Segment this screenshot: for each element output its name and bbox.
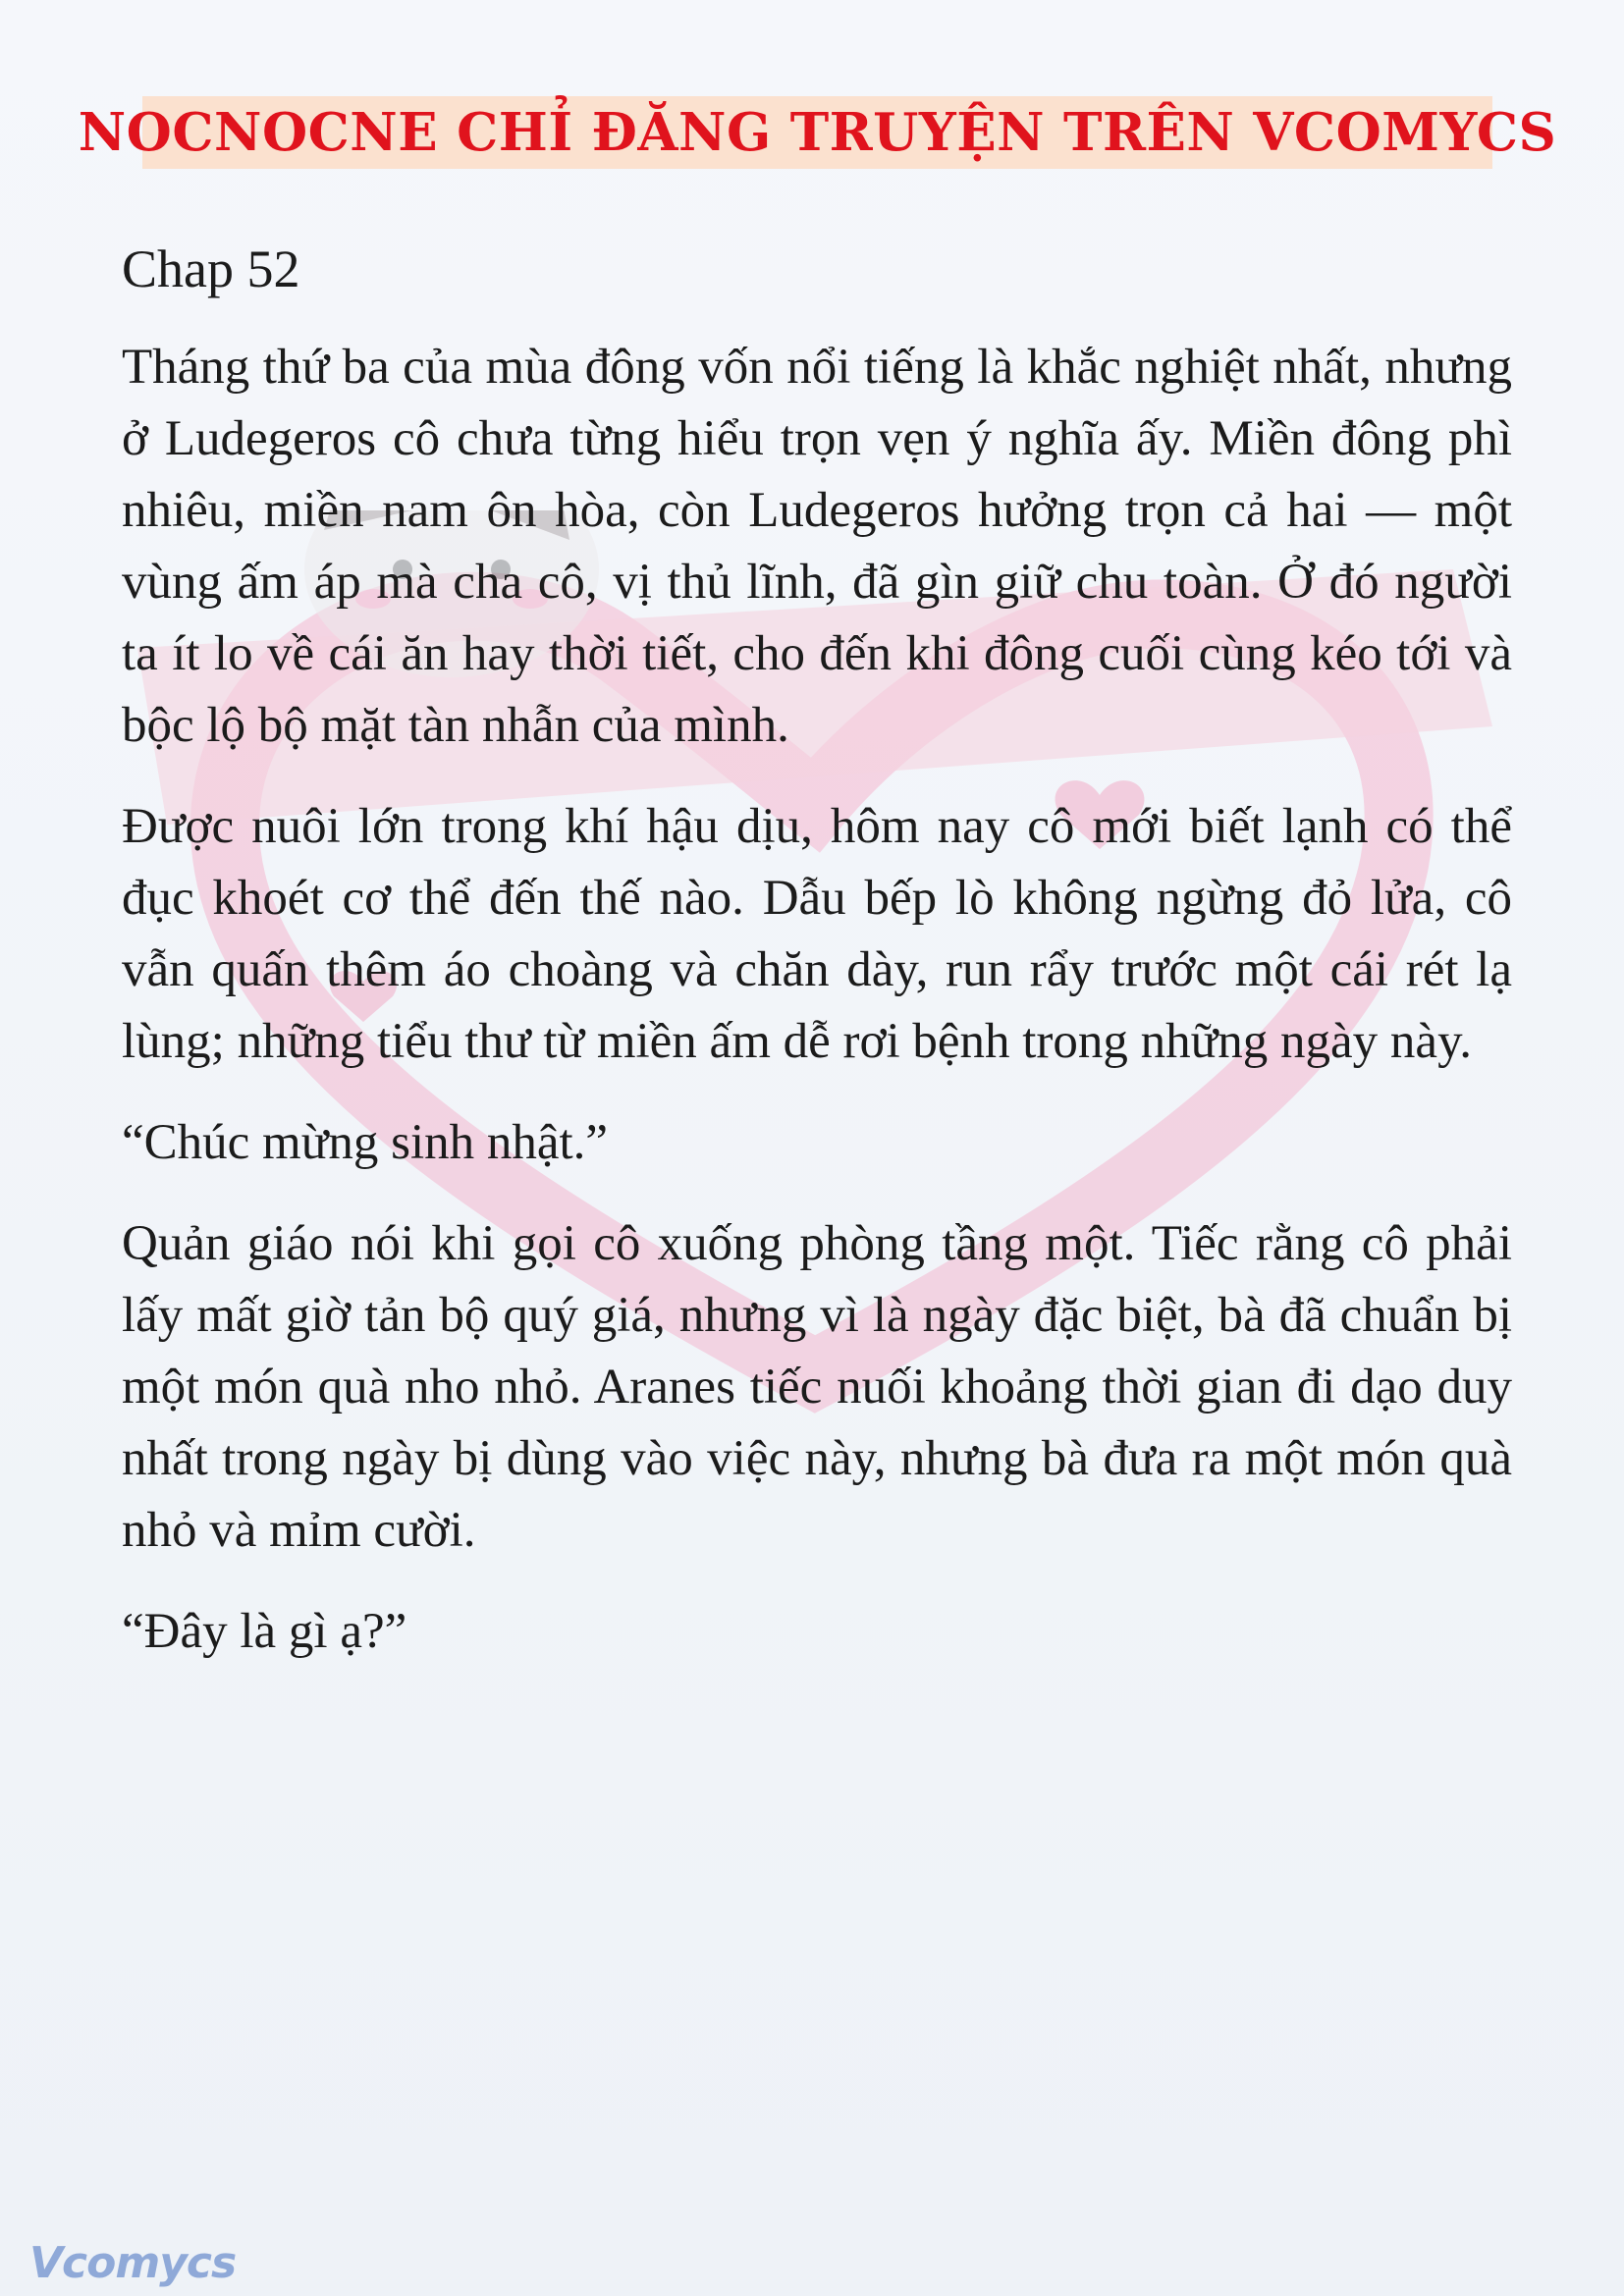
dialogue-line: “Đây là gì ạ?” — [122, 1604, 407, 1659]
dialogue-line: “Chúc mừng sinh nhật.” — [122, 1115, 609, 1170]
site-banner — [78, 96, 1557, 169]
paragraph: Quản giáo nói khi gọi cô xuống phòng tầng một. Tiếc rằng cô phải lấy mất giờ tản bộ quý giá, nhưng vì là ngày đặc biệt, bà đã chuẩn bị một món quà nho nhỏ. Aranes tiếc nuối khoảng thời gian đi dạo duy nhất trong ngày bị dùng vào việc này, nhưng bà đưa ra một món quà nhỏ và mỉm cười. — [122, 1216, 1512, 1558]
chapter-title: Chap 52 — [122, 240, 300, 298]
chapter-content — [122, 234, 1512, 1697]
vcomycs-logo: Vcomycs — [29, 2238, 237, 2288]
paragraph: Tháng thứ ba của mùa đông vốn nổi tiếng là khắc nghiệt nhất, nhưng ở Ludegeros cô chưa từng hiểu trọn vẹn ý nghĩa ấy. Miền đông phì nhiêu, miền nam ôn hòa, còn Ludegeros hưởng trọn cả hai — một vùng ấm áp mà cha cô, vị thủ lĩnh, đã gìn giữ chu toàn. Ở đó người ta ít lo về cái ăn hay thời tiết, cho đến khi đông cuối cùng kéo tới và bộc lộ bộ mặt tàn nhẫn của mình. — [122, 340, 1512, 753]
paragraph: Được nuôi lớn trong khí hậu dịu, hôm nay cô mới biết lạnh có thể đục khoét cơ thể đến thế nào. Dẫu bếp lò không ngừng đỏ lửa, cô vẫn quấn thêm áo choàng và chăn dày, run rẩy trước một cái rét lạ lùng; những tiểu thư từ miền ấm dễ rơi bệnh trong những ngày này. — [122, 799, 1512, 1069]
banner-text: NOCNOCNE CHỈ ĐĂNG TRUYỆN TRÊN VCOMYCS — [78, 102, 1557, 163]
